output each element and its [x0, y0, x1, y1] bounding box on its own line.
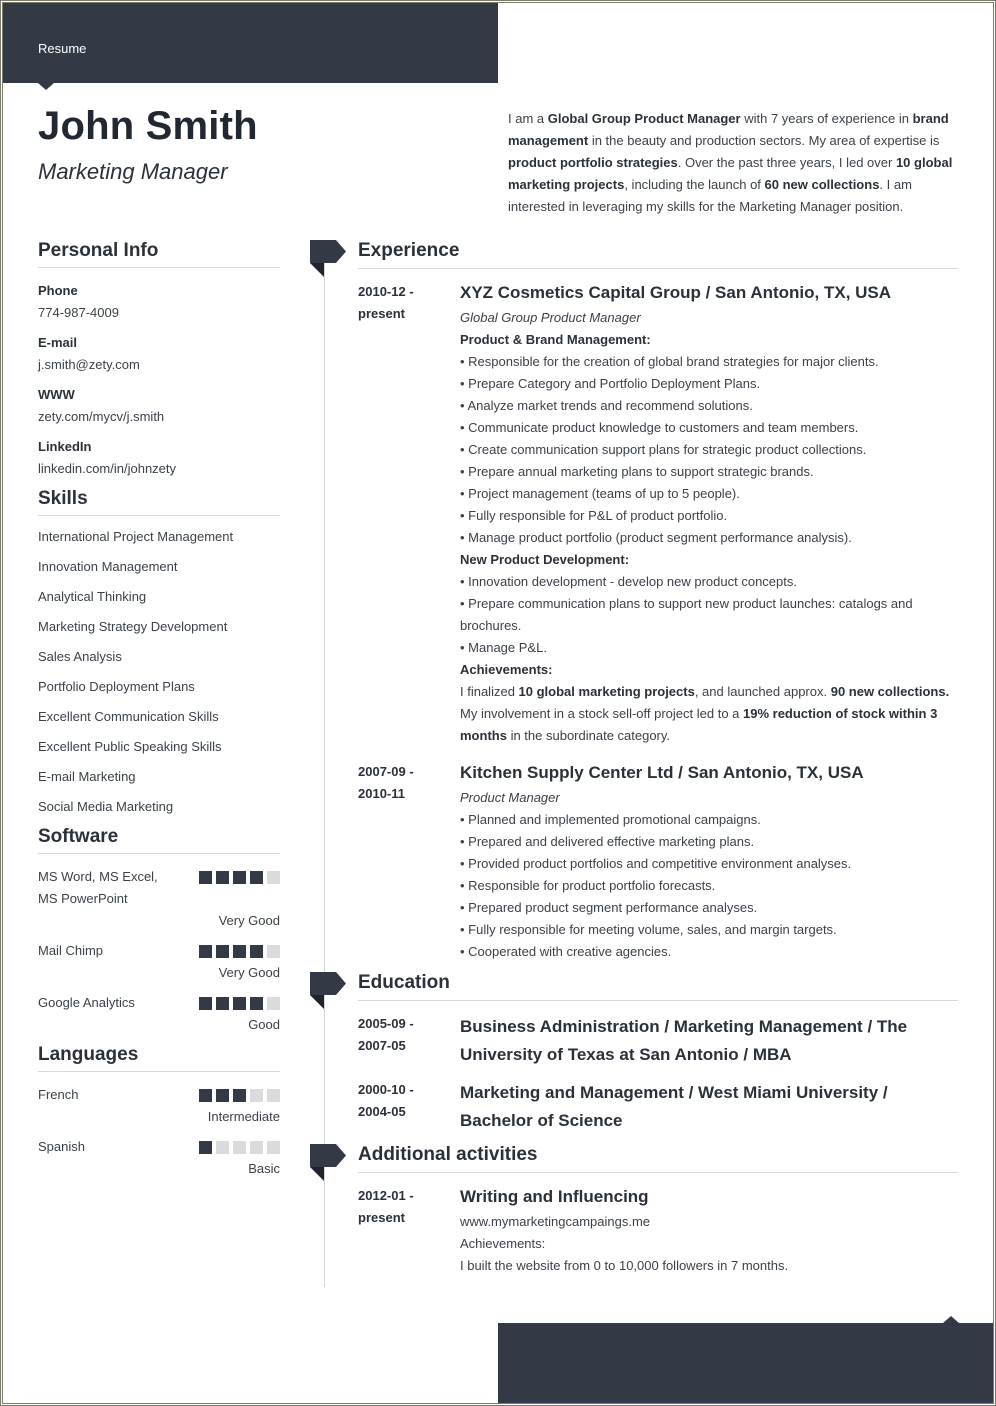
skill-item: Excellent Public Speaking Skills [38, 739, 222, 754]
rated-item [38, 1084, 280, 1128]
rated-name: MS Word, MS Excel, MS PowerPoint [38, 869, 158, 906]
languages-section [38, 1044, 280, 1180]
section-title-skills: Skills [38, 488, 280, 516]
info-value: j.smith@zety.com [38, 357, 140, 372]
text-run: . I am interested in leveraging my skills for the Marketing Manager position. [508, 177, 912, 214]
entry-heading: Kitchen Supply Center Ltd / San Antonio, TX, USA [460, 763, 864, 782]
rated-name: French [38, 1087, 79, 1102]
rating-square-filled-icon [199, 1141, 212, 1154]
entry-heading: Writing and Influencing [460, 1187, 649, 1206]
entry-role: Product Manager [460, 790, 560, 805]
section-title-activities: Additional activities [358, 1144, 958, 1173]
rating-square-empty-icon [267, 1141, 280, 1154]
rating-bar [199, 945, 280, 962]
entry-heading: Marketing and Management / West Miami University / Bachelor of Science [460, 1083, 888, 1130]
experience-section [358, 240, 958, 963]
candidate-title: Marketing Manager [38, 159, 228, 184]
text-run: in the subordinate category. [506, 728, 671, 743]
candidate-name: John Smith [38, 104, 258, 148]
rating-bar [199, 997, 280, 1014]
emphasis-text: 10 global marketing projects [518, 684, 695, 699]
bullet-item: • Planned and implemented promotional campaigns. [460, 812, 761, 827]
bullet-item: • Manage product portfolio (product segment performance analysis). [460, 530, 852, 545]
bullet-item: • Responsible for the creation of global brand strategies for major clients. [460, 354, 879, 369]
bullet-item: • Create communication support plans for strategic product collections. [460, 442, 867, 457]
education-section [358, 972, 958, 1137]
entry-body [460, 1185, 958, 1277]
text-run: I finalized [460, 684, 519, 699]
text-run: I am a [508, 111, 548, 126]
banner-pointer-icon [38, 83, 54, 90]
text-run: My involvement in a stock sell-off project led to a [460, 706, 743, 721]
entry-body [460, 281, 958, 747]
rating-square-filled-icon [199, 1089, 212, 1102]
rated-name: Spanish [38, 1139, 85, 1154]
bullet-item: • Project management (teams of up to 5 people). [460, 486, 740, 501]
education-entry [358, 1079, 958, 1137]
section-title-languages: Languages [38, 1044, 280, 1072]
rating-square-empty-icon [267, 997, 280, 1010]
rating-square-filled-icon [199, 945, 212, 958]
bullet-item: • Cooperated with creative agencies. [460, 944, 672, 959]
rated-item [38, 992, 280, 1036]
experience-entry [358, 761, 958, 963]
rating-square-filled-icon [250, 997, 263, 1010]
rated-item [38, 940, 280, 984]
rating-square-filled-icon [250, 871, 263, 884]
entry-date: 2012-01 - present [358, 1188, 414, 1225]
top-banner [3, 3, 498, 83]
section-title-experience: Experience [358, 240, 958, 269]
section-title-education: Education [358, 972, 958, 1001]
emphasis-text: 90 new collections. [830, 684, 950, 699]
rating-square-filled-icon [216, 997, 229, 1010]
profile-summary [508, 108, 958, 218]
banner-label: Resume [38, 41, 87, 56]
skill-item: Marketing Strategy Development [38, 619, 228, 634]
rated-name: Mail Chimp [38, 943, 104, 958]
bottom-banner [498, 1323, 993, 1403]
info-label: WWW [38, 387, 75, 402]
personal-info-section [38, 240, 280, 480]
rating-square-empty-icon [267, 871, 280, 884]
skill-item: Analytical Thinking [38, 589, 147, 604]
info-label: LinkedIn [38, 439, 92, 454]
education-entry [358, 1013, 958, 1071]
rated-level: Good [248, 1017, 280, 1032]
rating-square-empty-icon [267, 945, 280, 958]
emphasis-text: product portfolio strategies [508, 155, 678, 170]
info-value: 774-987-4009 [38, 305, 119, 320]
section-title-software: Software [38, 826, 280, 854]
entry-body [460, 761, 958, 963]
software-section [38, 826, 280, 1036]
bullet-item: • Provided product portfolios and competitive environment analyses. [460, 856, 852, 871]
activities-section [358, 1144, 958, 1277]
info-label: Phone [38, 283, 78, 298]
entry-role: Global Group Product Manager [460, 310, 641, 325]
section-title-personal-info: Personal Info [38, 240, 280, 268]
bullet-item: • Prepare communication plans to support new product launches: catalogs and brochures. [460, 596, 913, 633]
achievement-text [460, 681, 958, 747]
rating-square-filled-icon [233, 1089, 246, 1102]
skill-item: International Project Management [38, 529, 234, 544]
flag-icon [310, 240, 346, 277]
rating-square-empty-icon [250, 1089, 263, 1102]
activity-entry [358, 1185, 958, 1277]
entry-line: www.mymarketingcampaings.me [460, 1214, 651, 1229]
emphasis-text: brand management [508, 111, 949, 148]
skill-item: Innovation Management [38, 559, 178, 574]
entry-heading: Business Administration / Marketing Management / The University of Texas at San Antonio / MBA [460, 1017, 908, 1064]
emphasis-text: 19% reduction of stock within 3 months [460, 706, 938, 743]
bullet-item: • Analyze market trends and recommend solutions. [460, 398, 753, 413]
bullet-item: • Fully responsible for meeting volume, sales, and margin targets. [460, 922, 837, 937]
flag-icon [310, 1144, 346, 1181]
rating-bar [199, 1089, 280, 1106]
bullet-item: • Fully responsible for P&L of product portfolio. [460, 508, 728, 523]
entry-date: 2000-10 - 2004-05 [358, 1082, 414, 1119]
rated-row [38, 940, 280, 962]
info-label: E-mail [38, 335, 78, 350]
rated-item [38, 866, 280, 932]
text-run: , and launched approx. [694, 684, 831, 699]
rating-square-filled-icon [199, 997, 212, 1010]
entry-body [460, 1013, 958, 1071]
skills-section [38, 488, 280, 818]
bullet-item: • Innovation development - develop new product concepts. [460, 574, 797, 589]
skill-item: Portfolio Deployment Plans [38, 679, 195, 694]
entry-date: 2005-09 - 2007-05 [358, 1016, 414, 1053]
skill-item: Social Media Marketing [38, 799, 174, 814]
rating-bar [199, 1141, 280, 1158]
emphasis-text: 10 global marketing projects [508, 155, 953, 192]
bullet-item: • Responsible for product portfolio forecasts. [460, 878, 716, 893]
bullet-item: • Prepare annual marketing plans to support strategic brands. [460, 464, 814, 479]
flag-icon [310, 972, 346, 1009]
rated-row [38, 1084, 280, 1106]
emphasis-text: Global Group Product Manager [547, 111, 741, 126]
rating-square-filled-icon [233, 871, 246, 884]
rating-square-empty-icon [267, 1089, 280, 1102]
entry-body [460, 1079, 958, 1137]
rating-square-filled-icon [216, 945, 229, 958]
text-run: . Over the past three years, I led over [677, 155, 896, 170]
rating-square-filled-icon [233, 945, 246, 958]
rating-square-filled-icon [233, 997, 246, 1010]
experience-entry [358, 281, 958, 747]
bullet-item: • Prepared and delivered effective marketing plans. [460, 834, 755, 849]
rated-level: Intermediate [207, 1109, 280, 1124]
rating-square-empty-icon [216, 1141, 229, 1154]
entry-date: 2007-09 - 2010-11 [358, 764, 414, 801]
skill-item: Sales Analysis [38, 649, 122, 664]
entry-date: 2010-12 - present [358, 284, 414, 321]
rating-square-filled-icon [250, 945, 263, 958]
bullet-item: • Prepare Category and Portfolio Deployment Plans. [460, 376, 761, 391]
rated-level: Very Good [218, 965, 280, 980]
timeline-line [324, 263, 325, 1287]
rated-level: Basic [248, 1161, 280, 1176]
info-value: linkedin.com/in/johnzety [38, 461, 177, 476]
entry-heading: XYZ Cosmetics Capital Group / San Antonio, TX, USA [460, 283, 892, 302]
text-run: with 7 years of experience in [740, 111, 913, 126]
rating-square-filled-icon [199, 871, 212, 884]
entry-subheading: Achievements: [460, 662, 553, 677]
skill-item: Excellent Communication Skills [38, 709, 219, 724]
info-value: zety.com/mycv/j.smith [38, 409, 165, 424]
bullet-item: • Prepared product segment performance analyses. [460, 900, 758, 915]
entry-subheading: New Product Development: [460, 552, 630, 567]
rating-bar [199, 871, 280, 910]
bullet-item: • Manage P&L. [460, 640, 547, 655]
rated-row [38, 1136, 280, 1158]
rating-square-filled-icon [216, 871, 229, 884]
text-run: in the beauty and production sectors. My area of expertise is [588, 133, 940, 148]
text-run: , including the launch of [624, 177, 765, 192]
entry-subheading: Product & Brand Management: [460, 332, 651, 347]
rated-item [38, 1136, 280, 1180]
rating-square-filled-icon [216, 1089, 229, 1102]
entry-line: Achievements: [460, 1236, 546, 1251]
skill-item: E-mail Marketing [38, 769, 136, 784]
rated-name: Google Analytics [38, 995, 135, 1010]
left-column [38, 240, 280, 1188]
rated-row [38, 992, 280, 1014]
emphasis-text: 60 new collections [764, 177, 880, 192]
rating-square-empty-icon [250, 1141, 263, 1154]
bullet-item: • Communicate product knowledge to customers and team members. [460, 420, 859, 435]
rated-row [38, 866, 280, 910]
rated-level: Very Good [218, 913, 280, 928]
entry-line: I built the website from 0 to 10,000 followers in 7 months. [460, 1258, 789, 1273]
rating-square-empty-icon [233, 1141, 246, 1154]
banner-pointer-icon [943, 1316, 959, 1323]
